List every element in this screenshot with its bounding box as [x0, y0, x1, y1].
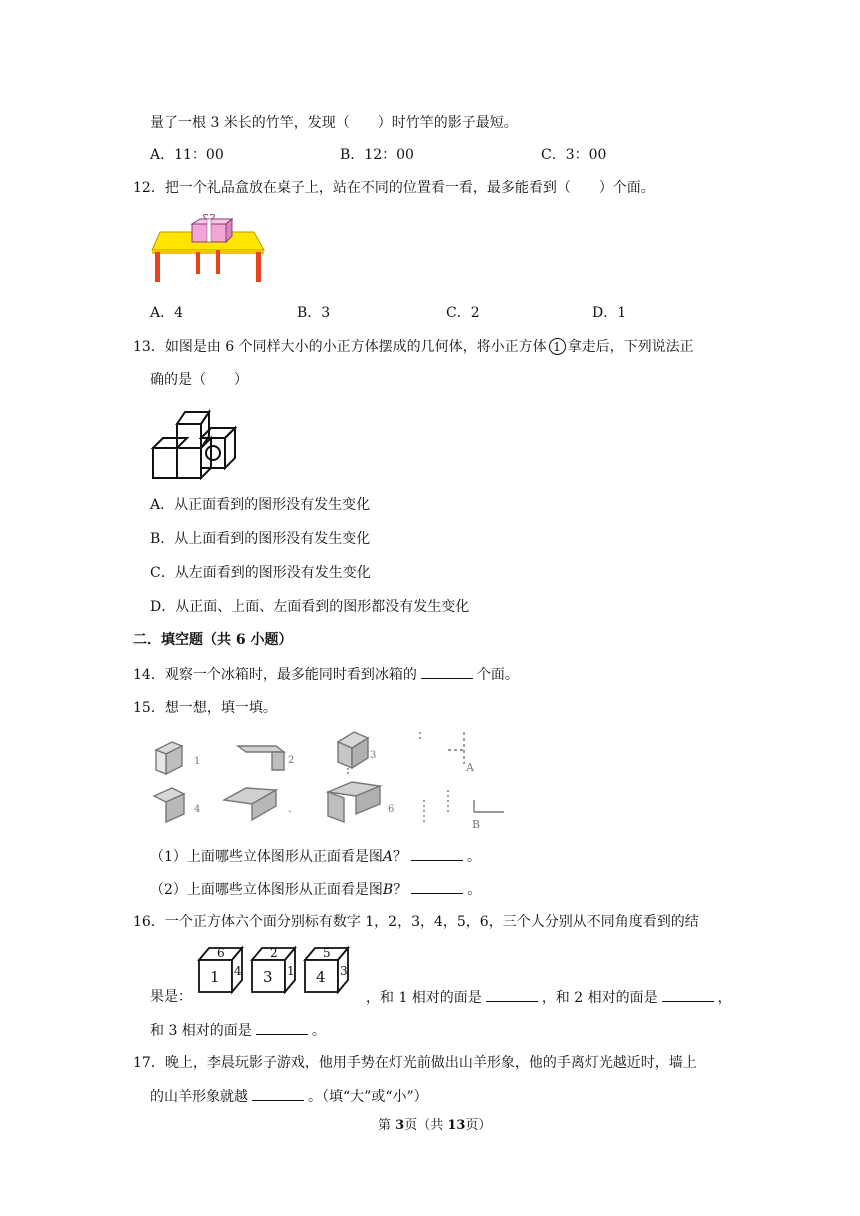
page-footer [378, 1116, 491, 1136]
q15-sub1-blank[interactable] [411, 846, 463, 861]
q14-line [133, 664, 519, 685]
q11-option-b: B．12：00 [340, 147, 414, 163]
solid-3 [338, 732, 368, 776]
q13-stem-after: 拿走后，下列说法正 [567, 339, 694, 355]
view-a [448, 732, 464, 764]
q15-sub1-q: ？ [393, 849, 408, 865]
q16-blank-opposite-1[interactable] [486, 987, 538, 1002]
cube3-side: 3 [340, 964, 348, 978]
footer-post: 页） [465, 1118, 492, 1133]
cube1-top: 6 [217, 946, 225, 960]
q15-sub2-text: （2）上面哪些立体图形从正面看是图 [150, 882, 383, 898]
q13-option-c: C．从左面看到的图形没有发生变化 [150, 565, 371, 581]
solid-6 [328, 782, 380, 822]
cube3-front: 4 [316, 968, 326, 986]
q16-line2-rest [366, 987, 732, 1008]
q17-answer-blank[interactable] [252, 1086, 304, 1101]
q12-option-a: A．4 [150, 305, 184, 321]
solid-5 [224, 788, 276, 820]
q14-before: 14．观察一个冰箱时，最多能同时看到冰箱的 [133, 667, 417, 683]
q13-option-b: B．从上面看到的图形没有发生变化 [150, 531, 371, 547]
q15-sub2-blank[interactable] [411, 879, 463, 894]
section-title-fill-blank: 二．填空题（共 6 小题） [133, 632, 293, 648]
q15-stem: 15．想一想，填一填。 [133, 700, 277, 716]
q15-sub2-q: ？ [393, 882, 408, 898]
gift-on-table-figure [148, 214, 268, 286]
solid-label-2: 2 [288, 755, 295, 766]
q17-line2-text: 的山羊形象就越 [150, 1089, 248, 1105]
cube-view-2 [252, 946, 295, 992]
cube3-top: 5 [323, 946, 331, 960]
q12-stem: 12．把一个礼品盒放在桌子上，站在不同的位置看一看，最多能看到（ ）个面。 [133, 180, 655, 196]
q15-sub1-end: 。 [467, 849, 482, 865]
q15-sub1-letter: A [382, 849, 394, 865]
solid-label-5: 、 [288, 804, 298, 815]
footer-total-pages: 13 [447, 1118, 466, 1133]
q12-option-b: B．3 [297, 305, 331, 321]
q11-option-c: C．3：00 [541, 147, 607, 163]
q14-after: 个面。 [476, 667, 519, 683]
solid-label-1: 1 [194, 756, 201, 767]
q15-sub2 [150, 879, 481, 900]
q15-solids-figure [148, 728, 513, 833]
q17-line1: 17．晚上，李晨玩影子游戏，他用手势在灯光前做出山羊形象，他的手离灯光越近时，墙上 [133, 1055, 697, 1071]
solid-1 [156, 742, 182, 774]
q16-line3 [150, 1020, 326, 1041]
solid-label-6: 6 [388, 804, 395, 815]
cube1-front: 1 [210, 968, 220, 986]
q15-sub1-text: （1）上面哪些立体图形从正面看是图 [150, 849, 383, 865]
cube-stack-figure [150, 402, 242, 484]
view-b [448, 790, 504, 812]
solid-label-4: 4 [194, 804, 201, 815]
view-label-b: B [472, 818, 481, 831]
q15-sub2-end: 。 [467, 882, 482, 898]
q13-option-d: D．从正面、上面、左面看到的图形都没有发生变化 [150, 599, 470, 615]
cube2-top: 2 [270, 946, 278, 960]
q17-line2 [150, 1086, 428, 1107]
view-label-a: A [466, 761, 474, 774]
cube1-side: 4 [234, 964, 242, 978]
cube-view-3 [305, 946, 348, 992]
q17-line2-end: 。（填“大”或“小”） [308, 1089, 428, 1105]
footer-pre: 第 [378, 1118, 396, 1133]
solid-2 [238, 746, 284, 770]
solid-4 [154, 788, 184, 822]
cube-view-1 [199, 946, 242, 992]
numbered-cubes-figure [196, 944, 360, 996]
q16-line3-end: 。 [311, 1023, 326, 1039]
cube2-front: 3 [263, 968, 273, 986]
q16-part2-end: ， [717, 990, 732, 1006]
q15-sub2-letter: B [382, 882, 394, 898]
solid-label-3: 3 [370, 750, 377, 761]
q15-sub1 [150, 846, 481, 867]
cube2-side: 1 [287, 964, 295, 978]
q16-line2-start: 果是： [150, 989, 192, 1005]
q14-answer-blank[interactable] [421, 664, 473, 679]
q12-option-d: D．1 [592, 305, 627, 321]
footer-mid: 页（共 [404, 1118, 448, 1133]
q11-option-a: A．11：00 [150, 147, 224, 163]
q16-line3-text: 和 3 相对的面是 [150, 1023, 252, 1039]
circled-number-one: 1 [549, 338, 566, 355]
q16-blank-opposite-3[interactable] [256, 1020, 308, 1035]
q13-stem-before: 13．如图是由 6 个同样大小的小正方体摆成的几何体，将小正方体 [133, 339, 547, 355]
q12-option-c: C．2 [446, 305, 480, 321]
q16-line1: 16．一个正方体六个面分别标有数字 1，2，3，4，5，6，三个人分别从不同角度看到的结 [133, 914, 699, 930]
q13-stem-line1 [133, 337, 694, 357]
footer-page-number: 3 [395, 1118, 405, 1133]
q16-part2: ，和 2 相对的面是 [541, 990, 658, 1006]
q16-blank-opposite-2[interactable] [662, 987, 714, 1002]
q13-stem-line2: 确的是（ ） [150, 372, 248, 388]
q13-option-a: A．从正面看到的图形没有发生变化 [150, 497, 371, 513]
q16-part1: ，和 1 相对的面是 [366, 990, 482, 1006]
q11-line: 量了一根 3 米长的竹竿，发现（ ）时竹竿的影子最短。 [150, 115, 518, 131]
